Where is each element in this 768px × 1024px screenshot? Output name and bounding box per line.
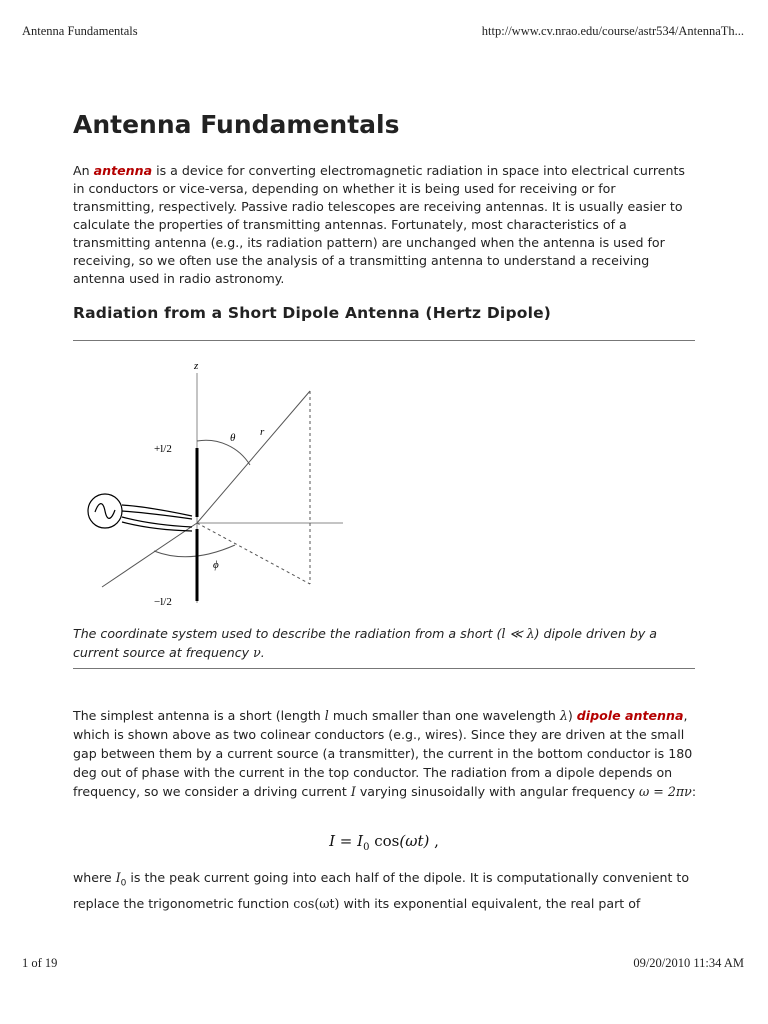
label-minus-l-half: −l/2	[154, 596, 172, 608]
print-header-title: Antenna Fundamentals	[22, 24, 138, 38]
projection-line	[197, 523, 310, 584]
label-theta: θ	[230, 432, 236, 444]
page-count: 1 of 19	[22, 956, 58, 970]
dipole-figure	[80, 355, 350, 610]
x-axis	[102, 523, 197, 587]
label-z: z	[194, 360, 199, 372]
intro-paragraph: An antenna is a device for converting electromagnetic radiation in space into electrical currents in conductors or vice-versa, depending on whether it is being used for receiving or for transmitting, respectively. Passive radio telescopes are receiving antennas. It is usually easier to calculate the properties of transmitting antennas. Fortunately, most characteristics of a transmitting antenna (e.g., its radiation pattern) are unchanged when the antenna is used for receiving, so we often use the analysis of a transmitting antenna to understand a receiving antenna used in radio astronomy.	[73, 163, 685, 286]
divider-top	[73, 340, 695, 341]
radius-line	[197, 391, 310, 523]
theta-arc	[197, 440, 250, 465]
figure-caption: The coordinate system used to describe the radiation from a short (l ≪ λ) dipole driven by a current source at frequency ν.	[73, 626, 658, 660]
phi-arc	[154, 545, 235, 557]
divider-bottom	[73, 668, 695, 669]
print-datetime: 09/20/2010 11:34 AM	[633, 956, 744, 970]
dipole-antenna-link[interactable]: dipole antenna	[576, 708, 684, 723]
page-title: Antenna Fundamentals	[73, 110, 400, 139]
section-heading: Radiation from a Short Dipole Antenna (Hertz Dipole)	[73, 304, 552, 322]
current-equation: $I = I_0$ cos(ωt) ,	[329, 832, 439, 853]
antenna-link[interactable]: antenna	[93, 163, 153, 178]
print-header-url[interactable]: http://www.cv.nrao.edu/course/astr534/AntennaTh...	[481, 24, 744, 38]
label-phi: ϕ	[213, 559, 219, 571]
body-paragraph-1: The simplest antenna is a short (length l much smaller than one wavelength λ) dipole antenna, which is shown above as two colinear conductors (e.g., wires). Since they are driven at the small gap between them by a current source (a transmitter), the current in the bottom conductor is 180 deg out of phase with the current in the top conductor. The radiation from a dipole depends on frequency, so we consider a driving current I varying sinusoidally with angular frequency ω = 2πν:	[73, 708, 697, 799]
label-plus-l-half: +l/2	[154, 443, 172, 455]
body-paragraph-2: where $I_0$ is the peak current going into each half of the dipole. It is computationally convenient to replace the trigonometric function cos(ωt) with its exponential equivalent, the real part of	[73, 870, 690, 911]
feed-line-top2	[122, 511, 192, 519]
label-r: r	[260, 426, 265, 438]
feed-line-bottom	[122, 517, 192, 527]
